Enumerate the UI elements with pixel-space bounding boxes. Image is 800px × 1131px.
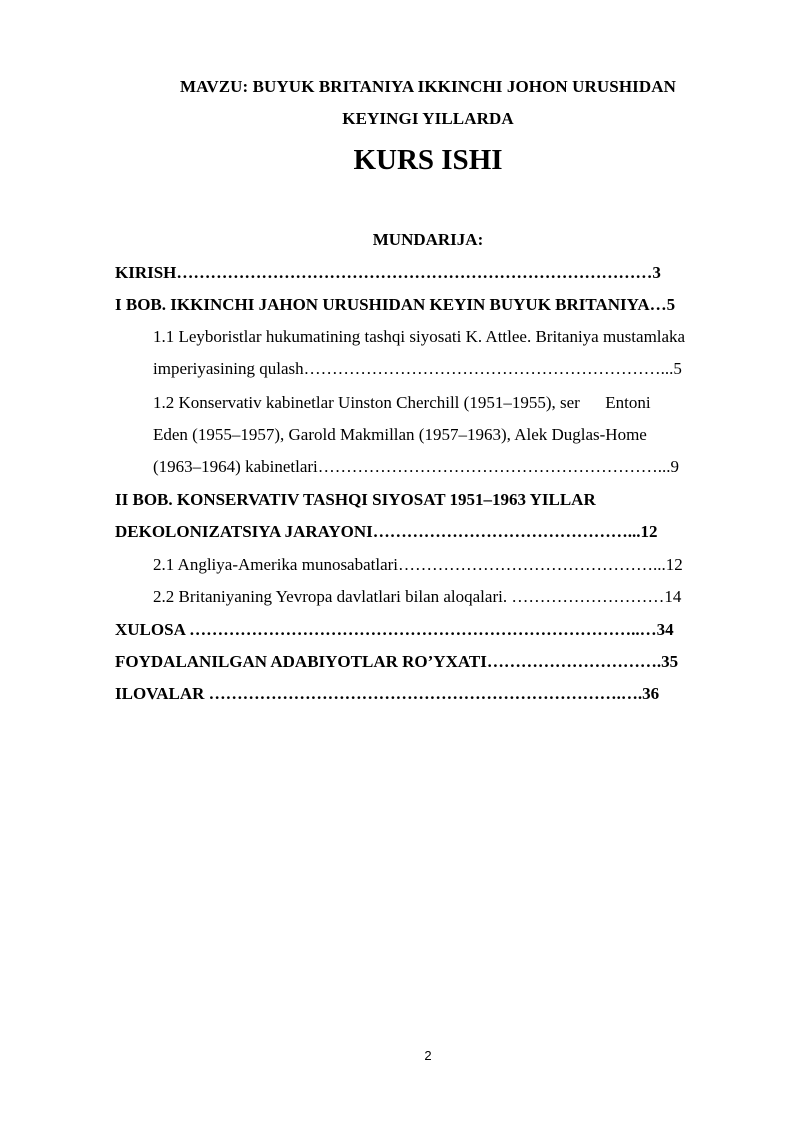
toc-entry-1-2-line-3: (1963–1964) kabinetlari……………………………………………………...9 [153, 457, 680, 476]
toc-entry-ilovalar: ILOVALAR ……………………………………………………………….….36 [115, 684, 660, 703]
topic-title-line-1: MAVZU: BUYUK BRITANIYA IKKINCHI JOHON URUSHIDAN [179, 77, 677, 96]
toc-entry-1-1-line-1: 1.1 Leyboristlar hukumatining tashqi siyosati K. Attlee. Britaniya mustamlaka [153, 327, 686, 346]
toc-entry-chapter-1: I BOB. IKKINCHI JAHON URUSHIDAN KEYIN BUYUK BRITANIYA…5 [115, 295, 676, 314]
toc-entry-1-2-line-2: Eden (1955–1957), Garold Makmillan (1957–1963), Alek Duglas-Home [153, 425, 647, 444]
toc-entry-1-1-line-2: imperiyasining qulash………………………………………………………...5 [153, 359, 682, 378]
document-type-heading: KURS ISHI [353, 144, 503, 176]
page-number: 2 [424, 1048, 432, 1063]
toc-entry-chapter-2-line-1: II BOB. KONSERVATIV TASHQI SIYOSAT 1951–1963 YILLAR [115, 490, 596, 509]
toc-entry-1-2-line-1: 1.2 Konservativ kabinetlar Uinston Cherchill (1951–1955), ser Entoni [153, 393, 651, 412]
toc-entry-2-1: 2.1 Angliya-Amerika munosabatlari………………………………………...12 [153, 555, 683, 574]
toc-heading: MUNDARIJA: [372, 230, 484, 249]
toc-entry-bibliography: FOYDALANILGAN ADABIYOTLAR RO’YXATI………………………….35 [115, 652, 679, 671]
toc-entry-xulosa: XULOSA ……………………………………………………………………..…34 [115, 620, 674, 639]
toc-entry-2-2: 2.2 Britaniyaning Yevropa davlatlari bilan aloqalari. ………………………14 [153, 587, 682, 606]
toc-entry-chapter-2-line-2: DEKOLONIZATSIYA JARAYONI………………………………………...12 [115, 522, 658, 541]
toc-entry-kirish: KIRISH…………………………………………………………………………3 [115, 263, 661, 282]
topic-title-line-2: KEYINGI YILLARDA [342, 109, 514, 128]
